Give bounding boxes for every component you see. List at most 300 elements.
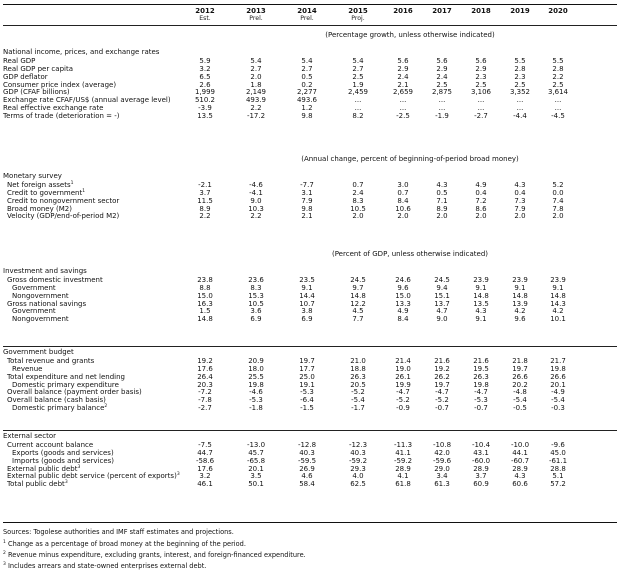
row-label-text: Credit to nongovernment sector <box>7 196 120 205</box>
table-cell: 8.3 <box>250 283 262 292</box>
table-cell: -7.7 <box>300 181 314 189</box>
table-cell: 8.6 <box>475 204 487 213</box>
table-cell: 24.6 <box>395 276 411 284</box>
footnote-number: 1 <box>3 540 6 545</box>
table-cell: 2.0 <box>514 212 526 221</box>
table-cell: 5.5 <box>552 57 564 65</box>
table-cell: 2,659 <box>392 88 414 97</box>
table-cell: 15.0 <box>197 291 213 300</box>
row-label-text: Domestic primary balance <box>12 404 105 413</box>
table-cell: 17.6 <box>197 364 213 373</box>
table-cell: 20.3 <box>197 380 213 389</box>
table-cell: 15.1 <box>434 291 450 300</box>
table-cell: 4.6 <box>301 472 313 481</box>
table-cell: 7.3 <box>514 196 526 205</box>
table-cell: 18.0 <box>248 364 264 373</box>
table-cell: 2.0 <box>250 72 262 81</box>
footnote-marker: 3 <box>77 464 81 470</box>
table-cell: 62.5 <box>350 480 366 489</box>
table-cell: 2.4 <box>436 72 448 81</box>
table-cell: 10.5 <box>248 299 264 308</box>
year-header: 2020 <box>548 7 568 15</box>
table-cell: 5.4 <box>301 57 313 65</box>
row-label-text: Government <box>12 283 56 292</box>
table-cell: ... <box>438 96 446 105</box>
table-cell: 8.4 <box>397 315 409 324</box>
table-cell: 45.7 <box>248 448 264 457</box>
table-cell: ... <box>554 96 562 105</box>
table-cell: -4.7 <box>474 388 488 397</box>
table-cell: 2.2 <box>552 72 564 81</box>
table-cell: -5.2 <box>351 388 365 397</box>
section-unit-note: (Percentage growth, unless otherwise indicated) <box>325 31 495 39</box>
table-cell: -10.4 <box>471 441 491 449</box>
table-cell: 2.7 <box>250 64 262 73</box>
section-title: External sector <box>3 432 56 440</box>
table-cell: 44.1 <box>512 448 528 457</box>
table-cell: -60.7 <box>510 456 530 465</box>
table-cell: 26.3 <box>350 372 366 381</box>
table-cell: 8.9 <box>199 204 211 213</box>
table-cell: 2.1 <box>301 212 313 221</box>
table-cell: 0.4 <box>475 188 487 197</box>
table-cell: -65.8 <box>246 456 266 465</box>
table-cell: 23.5 <box>299 276 315 284</box>
table-cell: 2,149 <box>245 88 267 97</box>
table-cell: 5.6 <box>397 57 409 65</box>
table-cell: 61.8 <box>395 480 411 489</box>
table-cell: 2.1 <box>397 80 409 89</box>
table-cell: 19.2 <box>197 357 213 365</box>
table-cell: 41.1 <box>395 448 411 457</box>
table-cell: -5.3 <box>300 388 314 397</box>
table-cell: 5.5 <box>514 57 526 65</box>
table-cell: 9.1 <box>475 283 487 292</box>
table-cell: 20.9 <box>248 357 264 365</box>
table-cell: 3.0 <box>397 181 409 189</box>
table-cell: 2.0 <box>352 212 364 221</box>
row-label-text: Velocity (GDP/end-of-period M2) <box>7 212 120 221</box>
table-cell: 21.8 <box>512 357 528 365</box>
table-cell: 6.9 <box>250 315 262 324</box>
table-cell: 13.5 <box>197 111 213 120</box>
table-cell: 5.9 <box>199 57 211 65</box>
table-cell: 9.1 <box>475 315 487 324</box>
table-cell: ... <box>399 104 407 113</box>
row-label-text: Current account balance <box>7 441 94 449</box>
table-cell: 14.8 <box>473 291 489 300</box>
table-cell: 2.5 <box>475 80 487 89</box>
table-cell: 13.3 <box>395 299 411 308</box>
table-cell: 20.1 <box>248 464 264 473</box>
table-cell: -5.4 <box>351 396 365 405</box>
table-cell: 7.1 <box>436 196 448 205</box>
table-cell: 2.5 <box>514 80 526 89</box>
table-cell: -1.9 <box>435 111 449 120</box>
year-header: 2019 <box>510 7 530 15</box>
row-label-text: Total expenditure and net lending <box>7 372 125 381</box>
row-label-text: Broad money (M2) <box>7 204 72 213</box>
footnote-marker: 3 <box>64 480 68 486</box>
row-label-text: Total revenue and grants <box>7 357 95 365</box>
table-cell: 24.5 <box>350 276 366 284</box>
table-cell: 2.0 <box>436 212 448 221</box>
table-cell: 21.0 <box>350 357 366 365</box>
table-cell: 2.0 <box>552 212 564 221</box>
table-cell: 2.4 <box>352 188 364 197</box>
table-cell: 61.3 <box>434 480 450 489</box>
table-cell: 21.7 <box>550 357 566 365</box>
table-cell: -4.5 <box>551 111 565 120</box>
row-label-text: GDP (CFAF billions) <box>3 88 70 97</box>
table-cell: 4.1 <box>397 472 409 481</box>
table-cell: 14.4 <box>299 291 315 300</box>
table-cell: -12.8 <box>297 441 317 449</box>
table-cell: -10.0 <box>510 441 530 449</box>
footnote-marker: 3 <box>176 472 180 478</box>
table-cell: 25.5 <box>248 372 264 381</box>
table-cell: 18.8 <box>350 364 366 373</box>
table-cell: -2.7 <box>198 404 212 413</box>
table-cell: 1,999 <box>194 88 216 97</box>
year-header: 2016 <box>393 7 413 15</box>
table-cell: 493.6 <box>296 96 318 105</box>
table-cell: 2.5 <box>436 80 448 89</box>
table-cell: -5.2 <box>435 396 449 405</box>
footnote-marker: 1 <box>70 181 74 186</box>
table-cell: 14.8 <box>512 291 528 300</box>
table-cell: 0.4 <box>514 188 526 197</box>
table-cell: 7.2 <box>475 196 487 205</box>
table-cell: 493.9 <box>245 96 267 105</box>
table-cell: 60.6 <box>512 480 528 489</box>
year-header: 2015 <box>348 7 368 15</box>
row-label-text: Government <box>12 307 56 316</box>
section-unit-note: (Annual change, percent of beginning-of-period broad money) <box>301 155 519 163</box>
table-cell: -9.6 <box>551 441 565 449</box>
table-cell: -59.2 <box>393 456 413 465</box>
year-subheader: Proj. <box>351 15 365 22</box>
section-divider <box>3 430 617 431</box>
table-cell: 29.3 <box>350 464 366 473</box>
table-cell: 9.6 <box>397 283 409 292</box>
table-cell: 9.1 <box>552 283 564 292</box>
header-rule <box>3 25 617 26</box>
table-cell: 26.9 <box>299 464 315 473</box>
year-subheader: Est. <box>199 15 211 22</box>
table-cell: 19.7 <box>434 380 450 389</box>
table-cell: 3.7 <box>475 472 487 481</box>
footnote <box>3 541 246 548</box>
table-cell: 5.6 <box>436 57 448 65</box>
table-cell: -5.3 <box>474 396 488 405</box>
row-label-text: Domestic primary expenditure <box>12 380 119 389</box>
table-cell: 60.9 <box>473 480 489 489</box>
row-label-text: Gross domestic investment <box>7 276 103 284</box>
table-cell: 58.4 <box>299 480 315 489</box>
year-header: 2018 <box>471 7 491 15</box>
table-cell: 9.8 <box>301 204 313 213</box>
row-label-text: Real GDP per capita <box>3 64 73 73</box>
table-cell: -59.2 <box>348 456 368 465</box>
table-cell: 9.6 <box>514 315 526 324</box>
table-cell: ... <box>354 96 362 105</box>
table-cell: -2.1 <box>198 181 212 189</box>
footnote-marker: 1 <box>82 188 86 194</box>
table-cell: -4.6 <box>249 181 263 189</box>
table-cell: -11.3 <box>393 441 413 449</box>
table-cell: -13.0 <box>246 441 266 449</box>
footnote-text: Revenue minus expenditure, excluding grants, interest, and foreign-financed expenditure. <box>5 551 306 559</box>
table-cell: -3.9 <box>198 104 212 113</box>
table-cell: 7.4 <box>552 196 564 205</box>
table-cell: 7.9 <box>301 196 313 205</box>
table-cell: 14.3 <box>550 299 566 308</box>
table-cell: 43.1 <box>473 448 489 457</box>
table-cell: 3.7 <box>199 188 211 197</box>
table-cell: -60.0 <box>471 456 491 465</box>
table-cell: 4.2 <box>514 307 526 316</box>
table-cell: 4.0 <box>352 472 364 481</box>
table-cell: 2,277 <box>296 88 318 97</box>
table-cell: 10.1 <box>550 315 566 324</box>
table-cell: 46.1 <box>197 480 213 489</box>
table-cell: 510.2 <box>194 96 216 105</box>
section-title: Investment and savings <box>3 267 87 275</box>
table-cell: -0.7 <box>474 404 488 413</box>
table-cell: 25.0 <box>299 372 315 381</box>
table-cell: -5.2 <box>396 396 410 405</box>
table-cell: 5.6 <box>475 57 487 65</box>
section-title: Monetary survey <box>3 172 62 180</box>
table-cell: 10.3 <box>248 204 264 213</box>
row-label-text: External public debt <box>7 464 78 473</box>
table-cell: 9.0 <box>250 196 262 205</box>
table-cell: 19.7 <box>512 364 528 373</box>
year-header: 2017 <box>432 7 452 15</box>
table-cell: 3.2 <box>199 64 211 73</box>
table-cell: -0.9 <box>396 404 410 413</box>
row-label-text: Net foreign assets <box>7 181 71 189</box>
row-label-text: Nongovernment <box>12 291 69 300</box>
table-cell: -6.4 <box>300 396 314 405</box>
footnote-sources: Sources: Togolese authorities and IMF staff estimates and projections. <box>3 528 234 536</box>
table-cell: 28.8 <box>550 464 566 473</box>
table-cell: 14.8 <box>197 315 213 324</box>
table-cell: -2.7 <box>474 111 488 120</box>
table-cell: 16.3 <box>197 299 213 308</box>
table-cell: 4.3 <box>514 472 526 481</box>
table-cell: 4.2 <box>552 307 564 316</box>
table-cell: 14.8 <box>550 291 566 300</box>
table-cell: 4.3 <box>436 181 448 189</box>
table-cell: 7.8 <box>552 204 564 213</box>
table-cell: 21.6 <box>473 357 489 365</box>
table-cell: 9.0 <box>436 315 448 324</box>
table-cell: 5.4 <box>250 57 262 65</box>
table-cell: 2.2 <box>250 212 262 221</box>
table-cell: 28.9 <box>512 464 528 473</box>
table-cell: 1.5 <box>199 307 211 316</box>
table-cell: 3.4 <box>436 472 448 481</box>
table-cell: ... <box>516 104 524 113</box>
table-cell: 29.0 <box>434 464 450 473</box>
table-cell: -4.9 <box>551 388 565 397</box>
table-cell: 15.0 <box>395 291 411 300</box>
table-cell: 2.9 <box>475 64 487 73</box>
table-cell: 19.9 <box>395 380 411 389</box>
table-cell: 2.0 <box>397 212 409 221</box>
table-cell: 0.7 <box>352 181 364 189</box>
table-cell: -58.6 <box>195 456 215 465</box>
table-cell: 17.7 <box>299 364 315 373</box>
table-cell: -12.3 <box>348 441 368 449</box>
table-cell: 3,614 <box>547 88 569 97</box>
row-label-text: Overall balance (cash basis) <box>7 396 106 405</box>
table-cell: 19.8 <box>473 380 489 389</box>
row-label-text: GDP deflator <box>3 72 48 81</box>
footnote <box>3 552 306 559</box>
table-cell: 4.9 <box>397 307 409 316</box>
table-cell: ... <box>477 104 485 113</box>
table-cell: -2.5 <box>396 111 410 120</box>
table-cell: -0.3 <box>551 404 565 413</box>
table-cell: 2.8 <box>514 64 526 73</box>
table-cell: 28.9 <box>395 464 411 473</box>
table-cell: 2,459 <box>347 88 369 97</box>
table-cell: 21.6 <box>434 357 450 365</box>
table-cell: ... <box>554 104 562 113</box>
table-cell: 24.5 <box>434 276 450 284</box>
table-cell: 19.1 <box>299 380 315 389</box>
table-cell: 4.5 <box>352 307 364 316</box>
table-cell: 19.0 <box>395 364 411 373</box>
row-label-text: Exports (goods and services) <box>12 448 114 457</box>
row-label-text: Gross national savings <box>7 299 87 308</box>
row-label-text: Nongovernment <box>12 315 69 324</box>
footnote-text: Change as a percentage of broad money at the beginning of the period. <box>5 540 246 548</box>
section-title: Government budget <box>3 348 74 356</box>
table-cell: 0.2 <box>301 80 313 89</box>
table-cell: ... <box>516 96 524 105</box>
table-cell: 0.5 <box>436 188 448 197</box>
table-cell: 26.4 <box>197 372 213 381</box>
table-cell: 2.6 <box>199 80 211 89</box>
table-cell: 9.1 <box>514 283 526 292</box>
table-cell: -4.1 <box>249 188 263 197</box>
table-cell: 19.7 <box>299 357 315 365</box>
table-cell: 23.9 <box>473 276 489 284</box>
table-cell: 8.4 <box>397 196 409 205</box>
footnote-marker: 2 <box>104 404 108 410</box>
table-cell: 26.1 <box>395 372 411 381</box>
table-cell: -5.4 <box>551 396 565 405</box>
bottom-rule <box>3 522 617 523</box>
table-cell: 23.8 <box>197 276 213 284</box>
year-subheader: Prel. <box>300 15 314 22</box>
table-cell: 8.2 <box>352 111 364 120</box>
table-cell: -7.8 <box>198 396 212 405</box>
table-cell: 7.7 <box>352 315 364 324</box>
table-cell: -0.7 <box>435 404 449 413</box>
table-cell: -4.4 <box>513 111 527 120</box>
table-cell: 3.8 <box>301 307 313 316</box>
table-cell: 20.2 <box>512 380 528 389</box>
table-cell: 4.3 <box>514 181 526 189</box>
top-rule <box>3 4 617 5</box>
row-label-text: Total public debt <box>7 480 65 489</box>
table-cell: 50.1 <box>248 480 264 489</box>
table-cell: 13.9 <box>512 299 528 308</box>
row-label-text: Credit to government <box>7 188 83 197</box>
row-label-text: Real effective exchange rate <box>3 104 104 113</box>
table-cell: 3.2 <box>199 472 211 481</box>
table-cell: 2.0 <box>475 212 487 221</box>
table-cell: 6.9 <box>301 315 313 324</box>
table-cell: 4.3 <box>475 307 487 316</box>
table-cell: 0.5 <box>301 72 313 81</box>
row-label-text: Overall balance (payment order basis) <box>7 388 142 397</box>
table-cell: 3,352 <box>509 88 531 97</box>
table-cell: -1.8 <box>249 404 263 413</box>
table-cell: 23.6 <box>248 276 264 284</box>
year-header: 2013 <box>246 7 266 15</box>
table-cell: 9.7 <box>352 283 364 292</box>
table-cell: 13.5 <box>473 299 489 308</box>
table-cell: 14.8 <box>350 291 366 300</box>
table-cell: 19.8 <box>550 364 566 373</box>
table-cell: 4.9 <box>475 181 487 189</box>
table-cell: 1.9 <box>352 80 364 89</box>
table-cell: 10.5 <box>350 204 366 213</box>
row-label <box>7 213 119 220</box>
table-cell: 12.2 <box>350 299 366 308</box>
table-cell: 26.6 <box>550 372 566 381</box>
table-cell: 42.0 <box>434 448 450 457</box>
table-cell: -59.5 <box>297 456 317 465</box>
table-cell: 0.0 <box>552 188 564 197</box>
table-cell: -1.7 <box>351 404 365 413</box>
row-label-text: Imports (goods and services) <box>12 456 115 465</box>
table-cell: 2.5 <box>552 80 564 89</box>
table-cell: 2.7 <box>352 64 364 73</box>
table-cell: -17.2 <box>246 111 266 120</box>
table-cell: 45.0 <box>550 448 566 457</box>
table-cell: 10.7 <box>299 299 315 308</box>
year-header: 2012 <box>195 7 215 15</box>
table-cell: 6.5 <box>199 72 211 81</box>
table-cell: -1.5 <box>300 404 314 413</box>
table-cell: -61.1 <box>548 456 568 465</box>
table-cell: 5.4 <box>352 57 364 65</box>
table-cell: 23.9 <box>512 276 528 284</box>
table-cell: 19.5 <box>473 364 489 373</box>
table-cell: 2.8 <box>552 64 564 73</box>
table-cell: 21.4 <box>395 357 411 365</box>
table-cell: 1.2 <box>301 104 313 113</box>
table-cell: 8.3 <box>352 196 364 205</box>
table-cell: 2.2 <box>250 104 262 113</box>
table-cell: 26.2 <box>434 372 450 381</box>
table-cell: 1.8 <box>250 80 262 89</box>
table-cell: 7.9 <box>514 204 526 213</box>
year-header: 2014 <box>297 7 317 15</box>
table-cell: 20.5 <box>350 380 366 389</box>
table-cell: 20.1 <box>550 380 566 389</box>
table-cell: 4.7 <box>436 307 448 316</box>
table-cell: 3.5 <box>250 472 262 481</box>
table-cell: 40.3 <box>350 448 366 457</box>
